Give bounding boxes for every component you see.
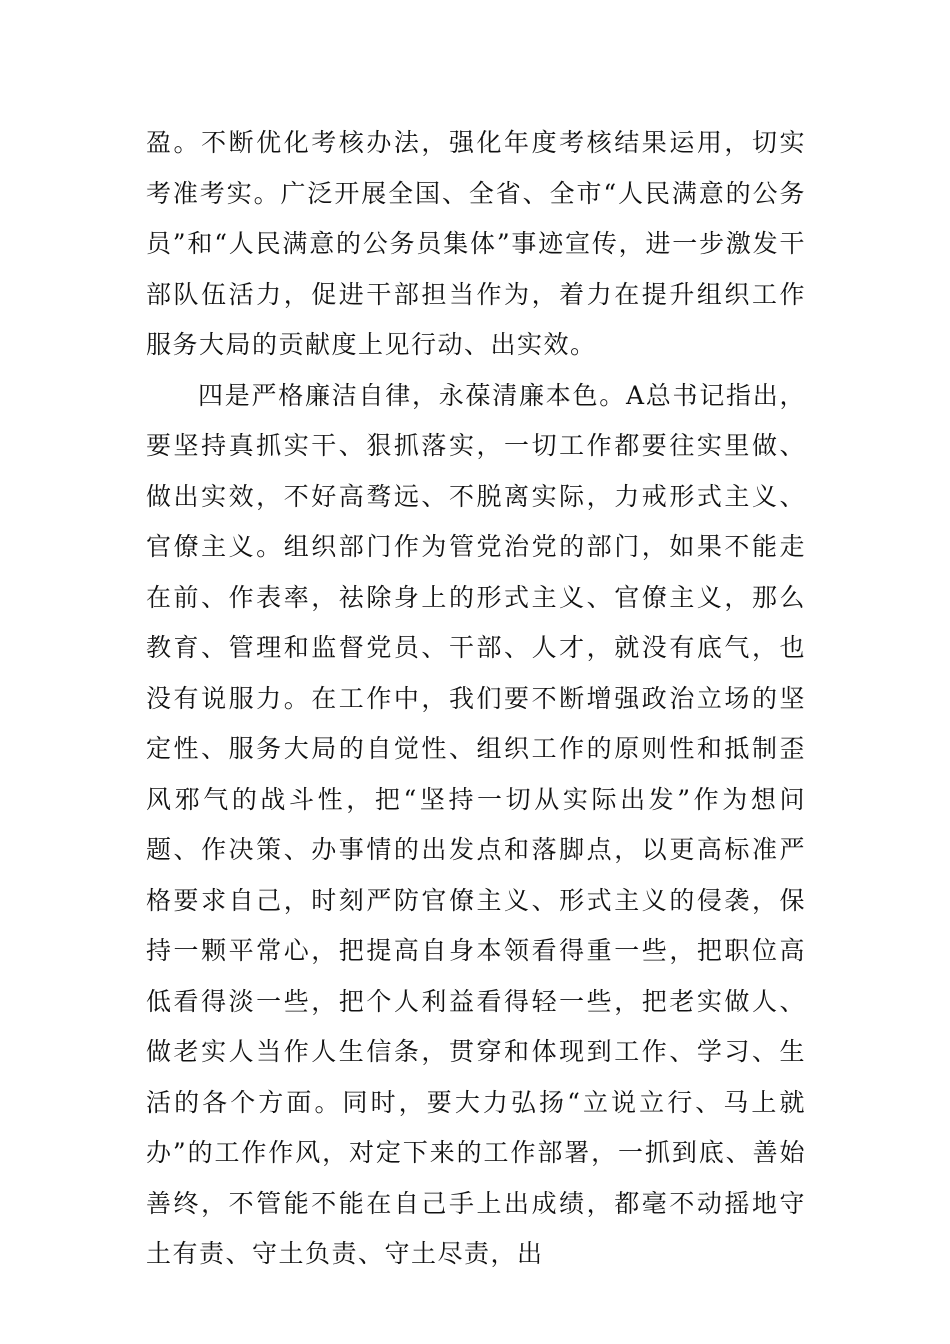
paragraph-four-integrity: 四是严格廉洁自律，永葆清廉本色。A总书记指出，要坚持真抓实干、狠抓落实，一切工作都要往实里做、做出实效，不好高骛远、不脱离实际，力戒形式主义、官僚主义。组织部门作为管党治党的部门，如果不能走在前、作表率，祛除身上的形式主义、官僚主义，那么教育、管理和监督党员、干部、人才，就没有底气，也没有说服力。在工作中，我们要不断增强政治立场的坚定性、服务大局的自觉性、组织工作的原则性和抵制歪风邪气的战斗性，把“坚持一切从实际出发”作为想问题、作决策、办事情的出发点和落脚点，以更高标准严格要求自己，时刻严防官僚主义、形式主义的侵袭，保持一颗平常心，把提高自身本领看得重一些，把职位高低看得淡一些，把个人利益看得轻一些，把老实做人、做老实人当作人生信条，贯穿和体现到工作、学习、生活的各个方面。同时，要大力弘扬“立说立行、马上就办”的工作作风，对定下来的工作部署，一抓到底、善始善终，不管能不能在自己手上出成绩，都毫不动摇地守土有责、守土负责、守土尽责，出 xyxy=(146,380,806,1268)
document-body xyxy=(146,118,806,1280)
paragraph-continuation: 盈。不断优化考核办法，强化年度考核结果运用，切实考准考实。广泛开展全国、全省、全市“人民满意的公务员”和“人民满意的公务员集体”事迹宣传，进一步激发干部队伍活力，促进干部担当作为，着力在提升组织工作服务大局的贡献度上见行动、出实效。 xyxy=(146,128,806,359)
